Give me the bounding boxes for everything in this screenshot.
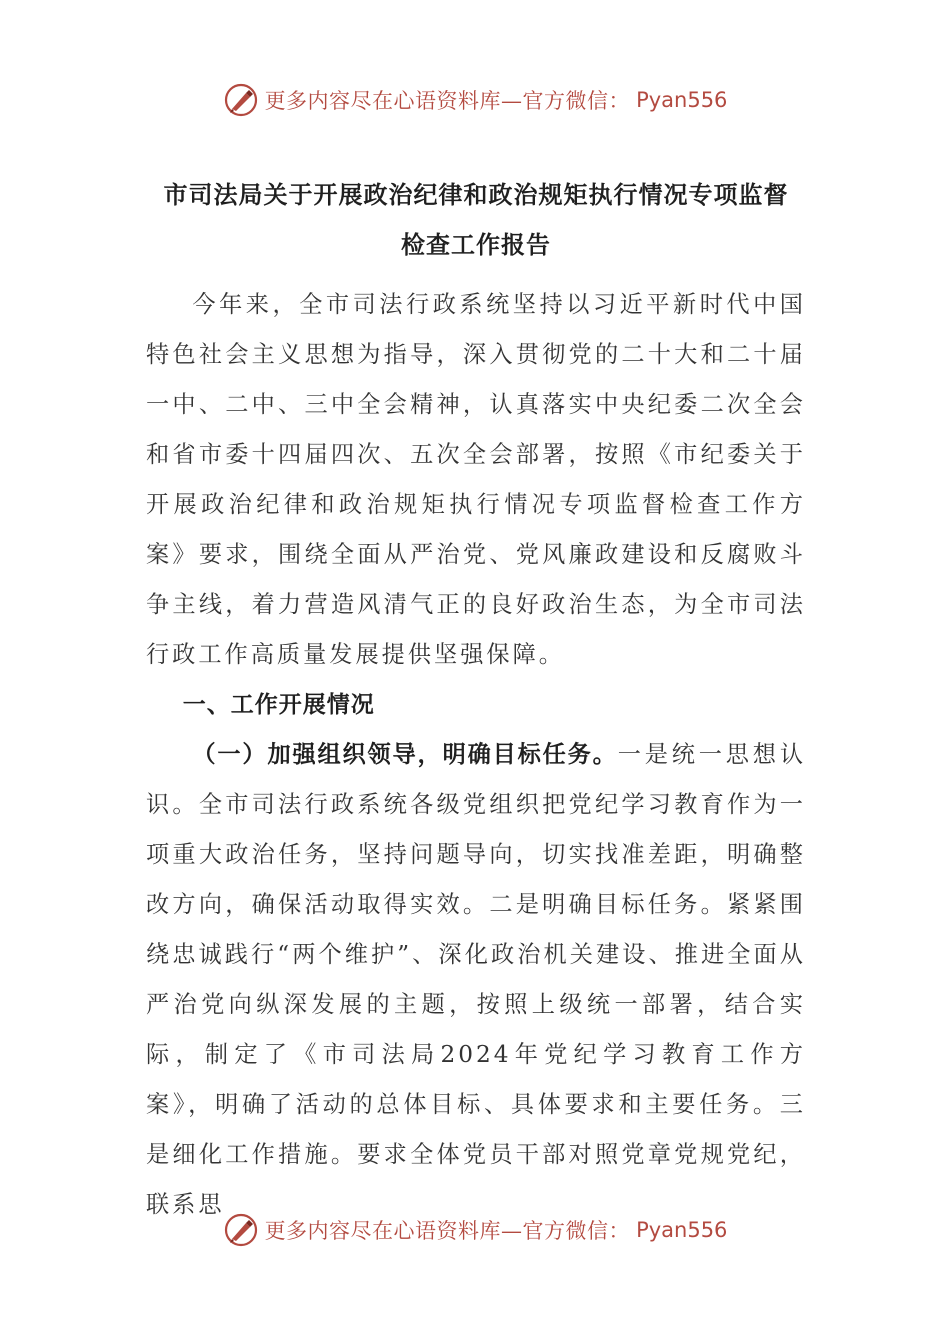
subsection-paragraph-1 [146, 730, 806, 1230]
pen-logo-icon [223, 1212, 259, 1248]
document-body [146, 170, 806, 1230]
banner-text: 更多内容尽在心语资料库—官方微信： [264, 1219, 631, 1243]
document-title-line2: 检查工作报告 [401, 231, 551, 259]
subsection-body-1: 一是统一思想认识。全市司法行政系统各级党组织把党纪学习教育作为一项重大政治任务，坚持问题导向，切实找准差距，明确整改方向，确保活动取得实效。二是明确目标任务。紧紧围绕忠诚践行“两个维护”、深化政治机关建设、推进全面从严治党向纵深发展的主题，按照上级统一部署，结合实际，制定了《市司法局2024年党纪学习教育工作方案》，明确了活动的总体目标、具体要求和主要任务。三是细化工作措施。要求全体党员干部对照党章党规党纪，联系思 [146, 741, 806, 1218]
subsection-lead-1: （一）加强组织领导，明确目标任务。 [192, 741, 618, 768]
banner-wechat-id: Pyan556 [636, 88, 728, 112]
banner-wechat-id: Pyan556 [636, 1218, 728, 1242]
watermark-banner-bottom [0, 1210, 950, 1250]
section-heading-1: 一、工作开展情况 [182, 692, 375, 718]
document-title-line1: 市司法局关于开展政治纪律和政治规矩执行情况专项监督 [163, 181, 789, 209]
watermark-banner-top [0, 80, 950, 120]
banner-text: 更多内容尽在心语资料库—官方微信： [264, 89, 631, 113]
pen-logo-icon [223, 82, 259, 118]
intro-paragraph: 今年来，全市司法行政系统坚持以习近平新时代中国特色社会主义思想为指导，深入贯彻党的二十大和二十届一中、二中、三中全会精神，认真落实中央纪委二次全会和省市委十四届四次、五次全会部署，按照《市纪委关于开展政治纪律和政治规矩执行情况专项监督检查工作方案》要求，围绕全面从严治党、党风廉政建设和反腐败斗争主线，着力营造风清气正的良好政治生态，为全市司法行政工作高质量发展提供坚强保障。 [146, 291, 806, 668]
